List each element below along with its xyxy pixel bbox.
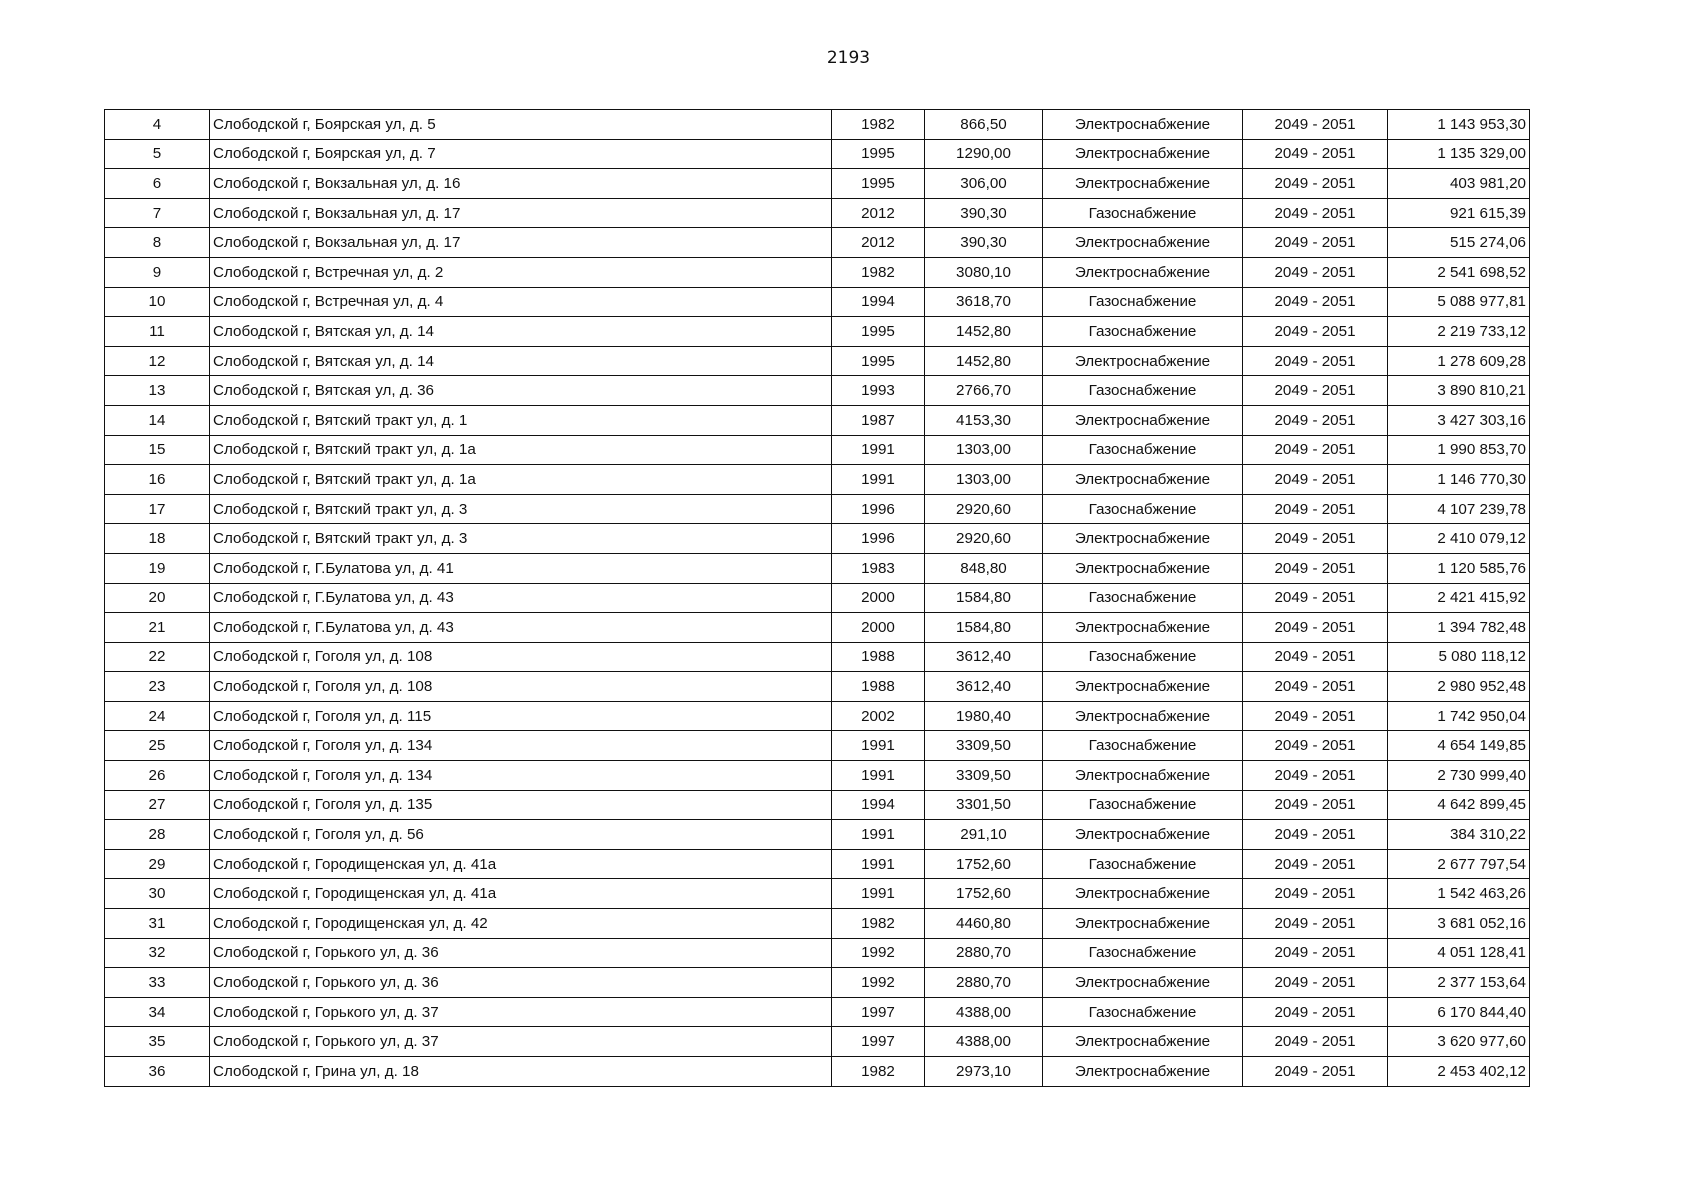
area-cell: 1980,40 bbox=[925, 701, 1043, 731]
build-year-cell: 1996 bbox=[832, 524, 925, 554]
repair-period-cell: 2049 - 2051 bbox=[1243, 820, 1388, 850]
area-cell: 2920,60 bbox=[925, 494, 1043, 524]
row-number-cell: 25 bbox=[105, 731, 210, 761]
build-year-cell: 1991 bbox=[832, 820, 925, 850]
repair-period-cell: 2049 - 2051 bbox=[1243, 346, 1388, 376]
build-year-cell: 1982 bbox=[832, 1057, 925, 1087]
cost-cell: 4 051 128,41 bbox=[1388, 938, 1530, 968]
area-cell: 4153,30 bbox=[925, 405, 1043, 435]
build-year-cell: 1983 bbox=[832, 553, 925, 583]
area-cell: 2920,60 bbox=[925, 524, 1043, 554]
repair-period-cell: 2049 - 2051 bbox=[1243, 731, 1388, 761]
area-cell: 3618,70 bbox=[925, 287, 1043, 317]
row-number-cell: 31 bbox=[105, 909, 210, 939]
cost-cell: 515 274,06 bbox=[1388, 228, 1530, 258]
address-cell: Слободской г, Вятский тракт ул, д. 1 bbox=[210, 405, 832, 435]
area-cell: 1584,80 bbox=[925, 613, 1043, 643]
cost-cell: 2 453 402,12 bbox=[1388, 1057, 1530, 1087]
address-cell: Слободской г, Вятская ул, д. 14 bbox=[210, 317, 832, 347]
row-number-cell: 24 bbox=[105, 701, 210, 731]
build-year-cell: 1992 bbox=[832, 938, 925, 968]
service-type-cell: Электроснабжение bbox=[1043, 110, 1243, 140]
build-year-cell: 2000 bbox=[832, 613, 925, 643]
service-type-cell: Газоснабжение bbox=[1043, 849, 1243, 879]
cost-cell: 1 990 853,70 bbox=[1388, 435, 1530, 465]
area-cell: 4388,00 bbox=[925, 997, 1043, 1027]
cost-cell: 384 310,22 bbox=[1388, 820, 1530, 850]
build-year-cell: 1988 bbox=[832, 672, 925, 702]
address-cell: Слободской г, Г.Булатова ул, д. 43 bbox=[210, 613, 832, 643]
repair-period-cell: 2049 - 2051 bbox=[1243, 524, 1388, 554]
address-cell: Слободской г, Встречная ул, д. 4 bbox=[210, 287, 832, 317]
table-row bbox=[105, 968, 1530, 998]
row-number-cell: 8 bbox=[105, 228, 210, 258]
repair-period-cell: 2049 - 2051 bbox=[1243, 465, 1388, 495]
page-number: 2193 bbox=[826, 48, 871, 68]
build-year-cell: 1991 bbox=[832, 879, 925, 909]
cost-cell: 1 135 329,00 bbox=[1388, 139, 1530, 169]
build-year-cell: 2012 bbox=[832, 228, 925, 258]
table-row bbox=[105, 228, 1530, 258]
build-year-cell: 1994 bbox=[832, 287, 925, 317]
table-row bbox=[105, 997, 1530, 1027]
cost-cell: 2 541 698,52 bbox=[1388, 257, 1530, 287]
area-cell: 2766,70 bbox=[925, 376, 1043, 406]
table-row bbox=[105, 583, 1530, 613]
cost-cell: 1 542 463,26 bbox=[1388, 879, 1530, 909]
service-type-cell: Газоснабжение bbox=[1043, 198, 1243, 228]
cost-cell: 1 120 585,76 bbox=[1388, 553, 1530, 583]
cost-cell: 6 170 844,40 bbox=[1388, 997, 1530, 1027]
address-cell: Слободской г, Городищенская ул, д. 41а bbox=[210, 879, 832, 909]
build-year-cell: 1987 bbox=[832, 405, 925, 435]
service-type-cell: Газоснабжение bbox=[1043, 494, 1243, 524]
area-cell: 3080,10 bbox=[925, 257, 1043, 287]
area-cell: 1584,80 bbox=[925, 583, 1043, 613]
row-number-cell: 14 bbox=[105, 405, 210, 435]
table-row bbox=[105, 731, 1530, 761]
address-cell: Слободской г, Боярская ул, д. 7 bbox=[210, 139, 832, 169]
build-year-cell: 1991 bbox=[832, 761, 925, 791]
service-type-cell: Электроснабжение bbox=[1043, 169, 1243, 199]
cost-cell: 3 620 977,60 bbox=[1388, 1027, 1530, 1057]
repair-period-cell: 2049 - 2051 bbox=[1243, 435, 1388, 465]
row-number-cell: 36 bbox=[105, 1057, 210, 1087]
build-year-cell: 1991 bbox=[832, 435, 925, 465]
row-number-cell: 11 bbox=[105, 317, 210, 347]
table-row bbox=[105, 701, 1530, 731]
repair-period-cell: 2049 - 2051 bbox=[1243, 672, 1388, 702]
cost-cell: 2 421 415,92 bbox=[1388, 583, 1530, 613]
repair-period-cell: 2049 - 2051 bbox=[1243, 405, 1388, 435]
area-cell: 3612,40 bbox=[925, 672, 1043, 702]
row-number-cell: 28 bbox=[105, 820, 210, 850]
repair-period-cell: 2049 - 2051 bbox=[1243, 198, 1388, 228]
row-number-cell: 30 bbox=[105, 879, 210, 909]
row-number-cell: 32 bbox=[105, 938, 210, 968]
table-row bbox=[105, 198, 1530, 228]
area-cell: 1752,60 bbox=[925, 879, 1043, 909]
table-row bbox=[105, 613, 1530, 643]
build-year-cell: 2002 bbox=[832, 701, 925, 731]
build-year-cell: 1991 bbox=[832, 731, 925, 761]
row-number-cell: 29 bbox=[105, 849, 210, 879]
repair-period-cell: 2049 - 2051 bbox=[1243, 849, 1388, 879]
cost-cell: 2 219 733,12 bbox=[1388, 317, 1530, 347]
build-year-cell: 1995 bbox=[832, 139, 925, 169]
repair-period-cell: 2049 - 2051 bbox=[1243, 909, 1388, 939]
area-cell: 1290,00 bbox=[925, 139, 1043, 169]
cost-cell: 2 377 153,64 bbox=[1388, 968, 1530, 998]
build-year-cell: 1982 bbox=[832, 257, 925, 287]
row-number-cell: 13 bbox=[105, 376, 210, 406]
table-row bbox=[105, 642, 1530, 672]
service-type-cell: Электроснабжение bbox=[1043, 613, 1243, 643]
address-cell: Слободской г, Горького ул, д. 37 bbox=[210, 997, 832, 1027]
repair-period-cell: 2049 - 2051 bbox=[1243, 1057, 1388, 1087]
cost-cell: 1 143 953,30 bbox=[1388, 110, 1530, 140]
table-row bbox=[105, 1027, 1530, 1057]
table-row bbox=[105, 524, 1530, 554]
repair-period-cell: 2049 - 2051 bbox=[1243, 879, 1388, 909]
area-cell: 2880,70 bbox=[925, 968, 1043, 998]
address-cell: Слободской г, Городищенская ул, д. 42 bbox=[210, 909, 832, 939]
service-type-cell: Газоснабжение bbox=[1043, 642, 1243, 672]
table-row bbox=[105, 287, 1530, 317]
row-number-cell: 12 bbox=[105, 346, 210, 376]
row-number-cell: 19 bbox=[105, 553, 210, 583]
address-cell: Слободской г, Г.Булатова ул, д. 41 bbox=[210, 553, 832, 583]
table-row bbox=[105, 257, 1530, 287]
area-cell: 3612,40 bbox=[925, 642, 1043, 672]
area-cell: 866,50 bbox=[925, 110, 1043, 140]
cost-cell: 403 981,20 bbox=[1388, 169, 1530, 199]
table-row bbox=[105, 346, 1530, 376]
address-cell: Слободской г, Вятская ул, д. 36 bbox=[210, 376, 832, 406]
repair-period-cell: 2049 - 2051 bbox=[1243, 997, 1388, 1027]
row-number-cell: 21 bbox=[105, 613, 210, 643]
area-cell: 291,10 bbox=[925, 820, 1043, 850]
build-year-cell: 1995 bbox=[832, 346, 925, 376]
housing-repair-table bbox=[104, 109, 1530, 1087]
repair-period-cell: 2049 - 2051 bbox=[1243, 583, 1388, 613]
area-cell: 3309,50 bbox=[925, 761, 1043, 791]
address-cell: Слободской г, Вокзальная ул, д. 17 bbox=[210, 198, 832, 228]
address-cell: Слободской г, Вятский тракт ул, д. 1а bbox=[210, 435, 832, 465]
row-number-cell: 6 bbox=[105, 169, 210, 199]
address-cell: Слободской г, Вятская ул, д. 14 bbox=[210, 346, 832, 376]
repair-period-cell: 2049 - 2051 bbox=[1243, 701, 1388, 731]
repair-period-cell: 2049 - 2051 bbox=[1243, 139, 1388, 169]
area-cell: 390,30 bbox=[925, 198, 1043, 228]
service-type-cell: Газоснабжение bbox=[1043, 583, 1243, 613]
table-row bbox=[105, 405, 1530, 435]
area-cell: 3301,50 bbox=[925, 790, 1043, 820]
row-number-cell: 22 bbox=[105, 642, 210, 672]
row-number-cell: 33 bbox=[105, 968, 210, 998]
repair-period-cell: 2049 - 2051 bbox=[1243, 110, 1388, 140]
build-year-cell: 1992 bbox=[832, 968, 925, 998]
build-year-cell: 1995 bbox=[832, 169, 925, 199]
address-cell: Слободской г, Г.Булатова ул, д. 43 bbox=[210, 583, 832, 613]
service-type-cell: Электроснабжение bbox=[1043, 701, 1243, 731]
area-cell: 2880,70 bbox=[925, 938, 1043, 968]
cost-cell: 1 394 782,48 bbox=[1388, 613, 1530, 643]
address-cell: Слободской г, Городищенская ул, д. 41а bbox=[210, 849, 832, 879]
repair-period-cell: 2049 - 2051 bbox=[1243, 553, 1388, 583]
table-row bbox=[105, 820, 1530, 850]
row-number-cell: 17 bbox=[105, 494, 210, 524]
address-cell: Слободской г, Грина ул, д. 18 bbox=[210, 1057, 832, 1087]
table-row bbox=[105, 435, 1530, 465]
service-type-cell: Газоснабжение bbox=[1043, 435, 1243, 465]
cost-cell: 3 681 052,16 bbox=[1388, 909, 1530, 939]
service-type-cell: Электроснабжение bbox=[1043, 909, 1243, 939]
repair-period-cell: 2049 - 2051 bbox=[1243, 257, 1388, 287]
address-cell: Слободской г, Горького ул, д. 36 bbox=[210, 968, 832, 998]
cost-cell: 921 615,39 bbox=[1388, 198, 1530, 228]
row-number-cell: 26 bbox=[105, 761, 210, 791]
build-year-cell: 1997 bbox=[832, 1027, 925, 1057]
address-cell: Слободской г, Вокзальная ул, д. 17 bbox=[210, 228, 832, 258]
repair-period-cell: 2049 - 2051 bbox=[1243, 938, 1388, 968]
address-cell: Слободской г, Гоголя ул, д. 56 bbox=[210, 820, 832, 850]
address-cell: Слободской г, Вокзальная ул, д. 16 bbox=[210, 169, 832, 199]
build-year-cell: 1994 bbox=[832, 790, 925, 820]
row-number-cell: 18 bbox=[105, 524, 210, 554]
repair-period-cell: 2049 - 2051 bbox=[1243, 790, 1388, 820]
build-year-cell: 1982 bbox=[832, 110, 925, 140]
service-type-cell: Газоснабжение bbox=[1043, 938, 1243, 968]
service-type-cell: Газоснабжение bbox=[1043, 376, 1243, 406]
service-type-cell: Газоснабжение bbox=[1043, 731, 1243, 761]
table-row bbox=[105, 790, 1530, 820]
area-cell: 848,80 bbox=[925, 553, 1043, 583]
table-row bbox=[105, 494, 1530, 524]
service-type-cell: Электроснабжение bbox=[1043, 346, 1243, 376]
cost-cell: 4 107 239,78 bbox=[1388, 494, 1530, 524]
build-year-cell: 1997 bbox=[832, 997, 925, 1027]
area-cell: 306,00 bbox=[925, 169, 1043, 199]
area-cell: 1752,60 bbox=[925, 849, 1043, 879]
area-cell: 1303,00 bbox=[925, 435, 1043, 465]
cost-cell: 2 980 952,48 bbox=[1388, 672, 1530, 702]
area-cell: 1452,80 bbox=[925, 317, 1043, 347]
table-row bbox=[105, 110, 1530, 140]
service-type-cell: Электроснабжение bbox=[1043, 139, 1243, 169]
address-cell: Слободской г, Гоголя ул, д. 134 bbox=[210, 731, 832, 761]
repair-period-cell: 2049 - 2051 bbox=[1243, 317, 1388, 347]
address-cell: Слободской г, Горького ул, д. 36 bbox=[210, 938, 832, 968]
row-number-cell: 10 bbox=[105, 287, 210, 317]
row-number-cell: 7 bbox=[105, 198, 210, 228]
service-type-cell: Электроснабжение bbox=[1043, 257, 1243, 287]
area-cell: 4388,00 bbox=[925, 1027, 1043, 1057]
repair-period-cell: 2049 - 2051 bbox=[1243, 761, 1388, 791]
repair-period-cell: 2049 - 2051 bbox=[1243, 494, 1388, 524]
build-year-cell: 1982 bbox=[832, 909, 925, 939]
repair-period-cell: 2049 - 2051 bbox=[1243, 376, 1388, 406]
table-row bbox=[105, 672, 1530, 702]
address-cell: Слободской г, Горького ул, д. 37 bbox=[210, 1027, 832, 1057]
table-row bbox=[105, 938, 1530, 968]
service-type-cell: Электроснабжение bbox=[1043, 524, 1243, 554]
row-number-cell: 23 bbox=[105, 672, 210, 702]
repair-period-cell: 2049 - 2051 bbox=[1243, 287, 1388, 317]
cost-cell: 2 677 797,54 bbox=[1388, 849, 1530, 879]
service-type-cell: Электроснабжение bbox=[1043, 672, 1243, 702]
table-row bbox=[105, 553, 1530, 583]
address-cell: Слободской г, Вятский тракт ул, д. 1а bbox=[210, 465, 832, 495]
repair-period-cell: 2049 - 2051 bbox=[1243, 1027, 1388, 1057]
service-type-cell: Газоснабжение bbox=[1043, 287, 1243, 317]
cost-cell: 3 427 303,16 bbox=[1388, 405, 1530, 435]
address-cell: Слободской г, Гоголя ул, д. 108 bbox=[210, 672, 832, 702]
cost-cell: 3 890 810,21 bbox=[1388, 376, 1530, 406]
service-type-cell: Электроснабжение bbox=[1043, 968, 1243, 998]
repair-period-cell: 2049 - 2051 bbox=[1243, 613, 1388, 643]
cost-cell: 2 410 079,12 bbox=[1388, 524, 1530, 554]
cost-cell: 1 146 770,30 bbox=[1388, 465, 1530, 495]
table-row bbox=[105, 909, 1530, 939]
table-row bbox=[105, 317, 1530, 347]
service-type-cell: Газоснабжение bbox=[1043, 790, 1243, 820]
service-type-cell: Электроснабжение bbox=[1043, 1057, 1243, 1087]
build-year-cell: 2012 bbox=[832, 198, 925, 228]
build-year-cell: 1991 bbox=[832, 465, 925, 495]
service-type-cell: Газоснабжение bbox=[1043, 997, 1243, 1027]
row-number-cell: 4 bbox=[105, 110, 210, 140]
service-type-cell: Электроснабжение bbox=[1043, 228, 1243, 258]
build-year-cell: 1988 bbox=[832, 642, 925, 672]
repair-period-cell: 2049 - 2051 bbox=[1243, 642, 1388, 672]
table-row bbox=[105, 849, 1530, 879]
row-number-cell: 20 bbox=[105, 583, 210, 613]
cost-cell: 1 278 609,28 bbox=[1388, 346, 1530, 376]
repair-period-cell: 2049 - 2051 bbox=[1243, 228, 1388, 258]
repair-period-cell: 2049 - 2051 bbox=[1243, 968, 1388, 998]
build-year-cell: 1996 bbox=[832, 494, 925, 524]
address-cell: Слободской г, Боярская ул, д. 5 bbox=[210, 110, 832, 140]
cost-cell: 2 730 999,40 bbox=[1388, 761, 1530, 791]
area-cell: 3309,50 bbox=[925, 731, 1043, 761]
build-year-cell: 2000 bbox=[832, 583, 925, 613]
area-cell: 4460,80 bbox=[925, 909, 1043, 939]
cost-cell: 4 654 149,85 bbox=[1388, 731, 1530, 761]
service-type-cell: Электроснабжение bbox=[1043, 553, 1243, 583]
address-cell: Слободской г, Гоголя ул, д. 134 bbox=[210, 761, 832, 791]
build-year-cell: 1995 bbox=[832, 317, 925, 347]
cost-cell: 1 742 950,04 bbox=[1388, 701, 1530, 731]
service-type-cell: Газоснабжение bbox=[1043, 317, 1243, 347]
address-cell: Слободской г, Встречная ул, д. 2 bbox=[210, 257, 832, 287]
row-number-cell: 34 bbox=[105, 997, 210, 1027]
table-row bbox=[105, 139, 1530, 169]
address-cell: Слободской г, Гоголя ул, д. 108 bbox=[210, 642, 832, 672]
service-type-cell: Электроснабжение bbox=[1043, 879, 1243, 909]
build-year-cell: 1991 bbox=[832, 849, 925, 879]
service-type-cell: Электроснабжение bbox=[1043, 761, 1243, 791]
cost-cell: 5 080 118,12 bbox=[1388, 642, 1530, 672]
row-number-cell: 9 bbox=[105, 257, 210, 287]
row-number-cell: 15 bbox=[105, 435, 210, 465]
row-number-cell: 5 bbox=[105, 139, 210, 169]
row-number-cell: 35 bbox=[105, 1027, 210, 1057]
row-number-cell: 16 bbox=[105, 465, 210, 495]
area-cell: 390,30 bbox=[925, 228, 1043, 258]
table-body bbox=[105, 110, 1530, 1087]
table-row bbox=[105, 465, 1530, 495]
table-row bbox=[105, 879, 1530, 909]
service-type-cell: Электроснабжение bbox=[1043, 465, 1243, 495]
address-cell: Слободской г, Гоголя ул, д. 115 bbox=[210, 701, 832, 731]
table-row bbox=[105, 761, 1530, 791]
address-cell: Слободской г, Вятский тракт ул, д. 3 bbox=[210, 524, 832, 554]
service-type-cell: Электроснабжение bbox=[1043, 1027, 1243, 1057]
area-cell: 1303,00 bbox=[925, 465, 1043, 495]
table-row bbox=[105, 376, 1530, 406]
table-row bbox=[105, 169, 1530, 199]
repair-period-cell: 2049 - 2051 bbox=[1243, 169, 1388, 199]
cost-cell: 5 088 977,81 bbox=[1388, 287, 1530, 317]
cost-cell: 4 642 899,45 bbox=[1388, 790, 1530, 820]
address-cell: Слободской г, Вятский тракт ул, д. 3 bbox=[210, 494, 832, 524]
build-year-cell: 1993 bbox=[832, 376, 925, 406]
address-cell: Слободской г, Гоголя ул, д. 135 bbox=[210, 790, 832, 820]
row-number-cell: 27 bbox=[105, 790, 210, 820]
service-type-cell: Электроснабжение bbox=[1043, 405, 1243, 435]
table-row bbox=[105, 1057, 1530, 1087]
area-cell: 1452,80 bbox=[925, 346, 1043, 376]
service-type-cell: Электроснабжение bbox=[1043, 820, 1243, 850]
area-cell: 2973,10 bbox=[925, 1057, 1043, 1087]
